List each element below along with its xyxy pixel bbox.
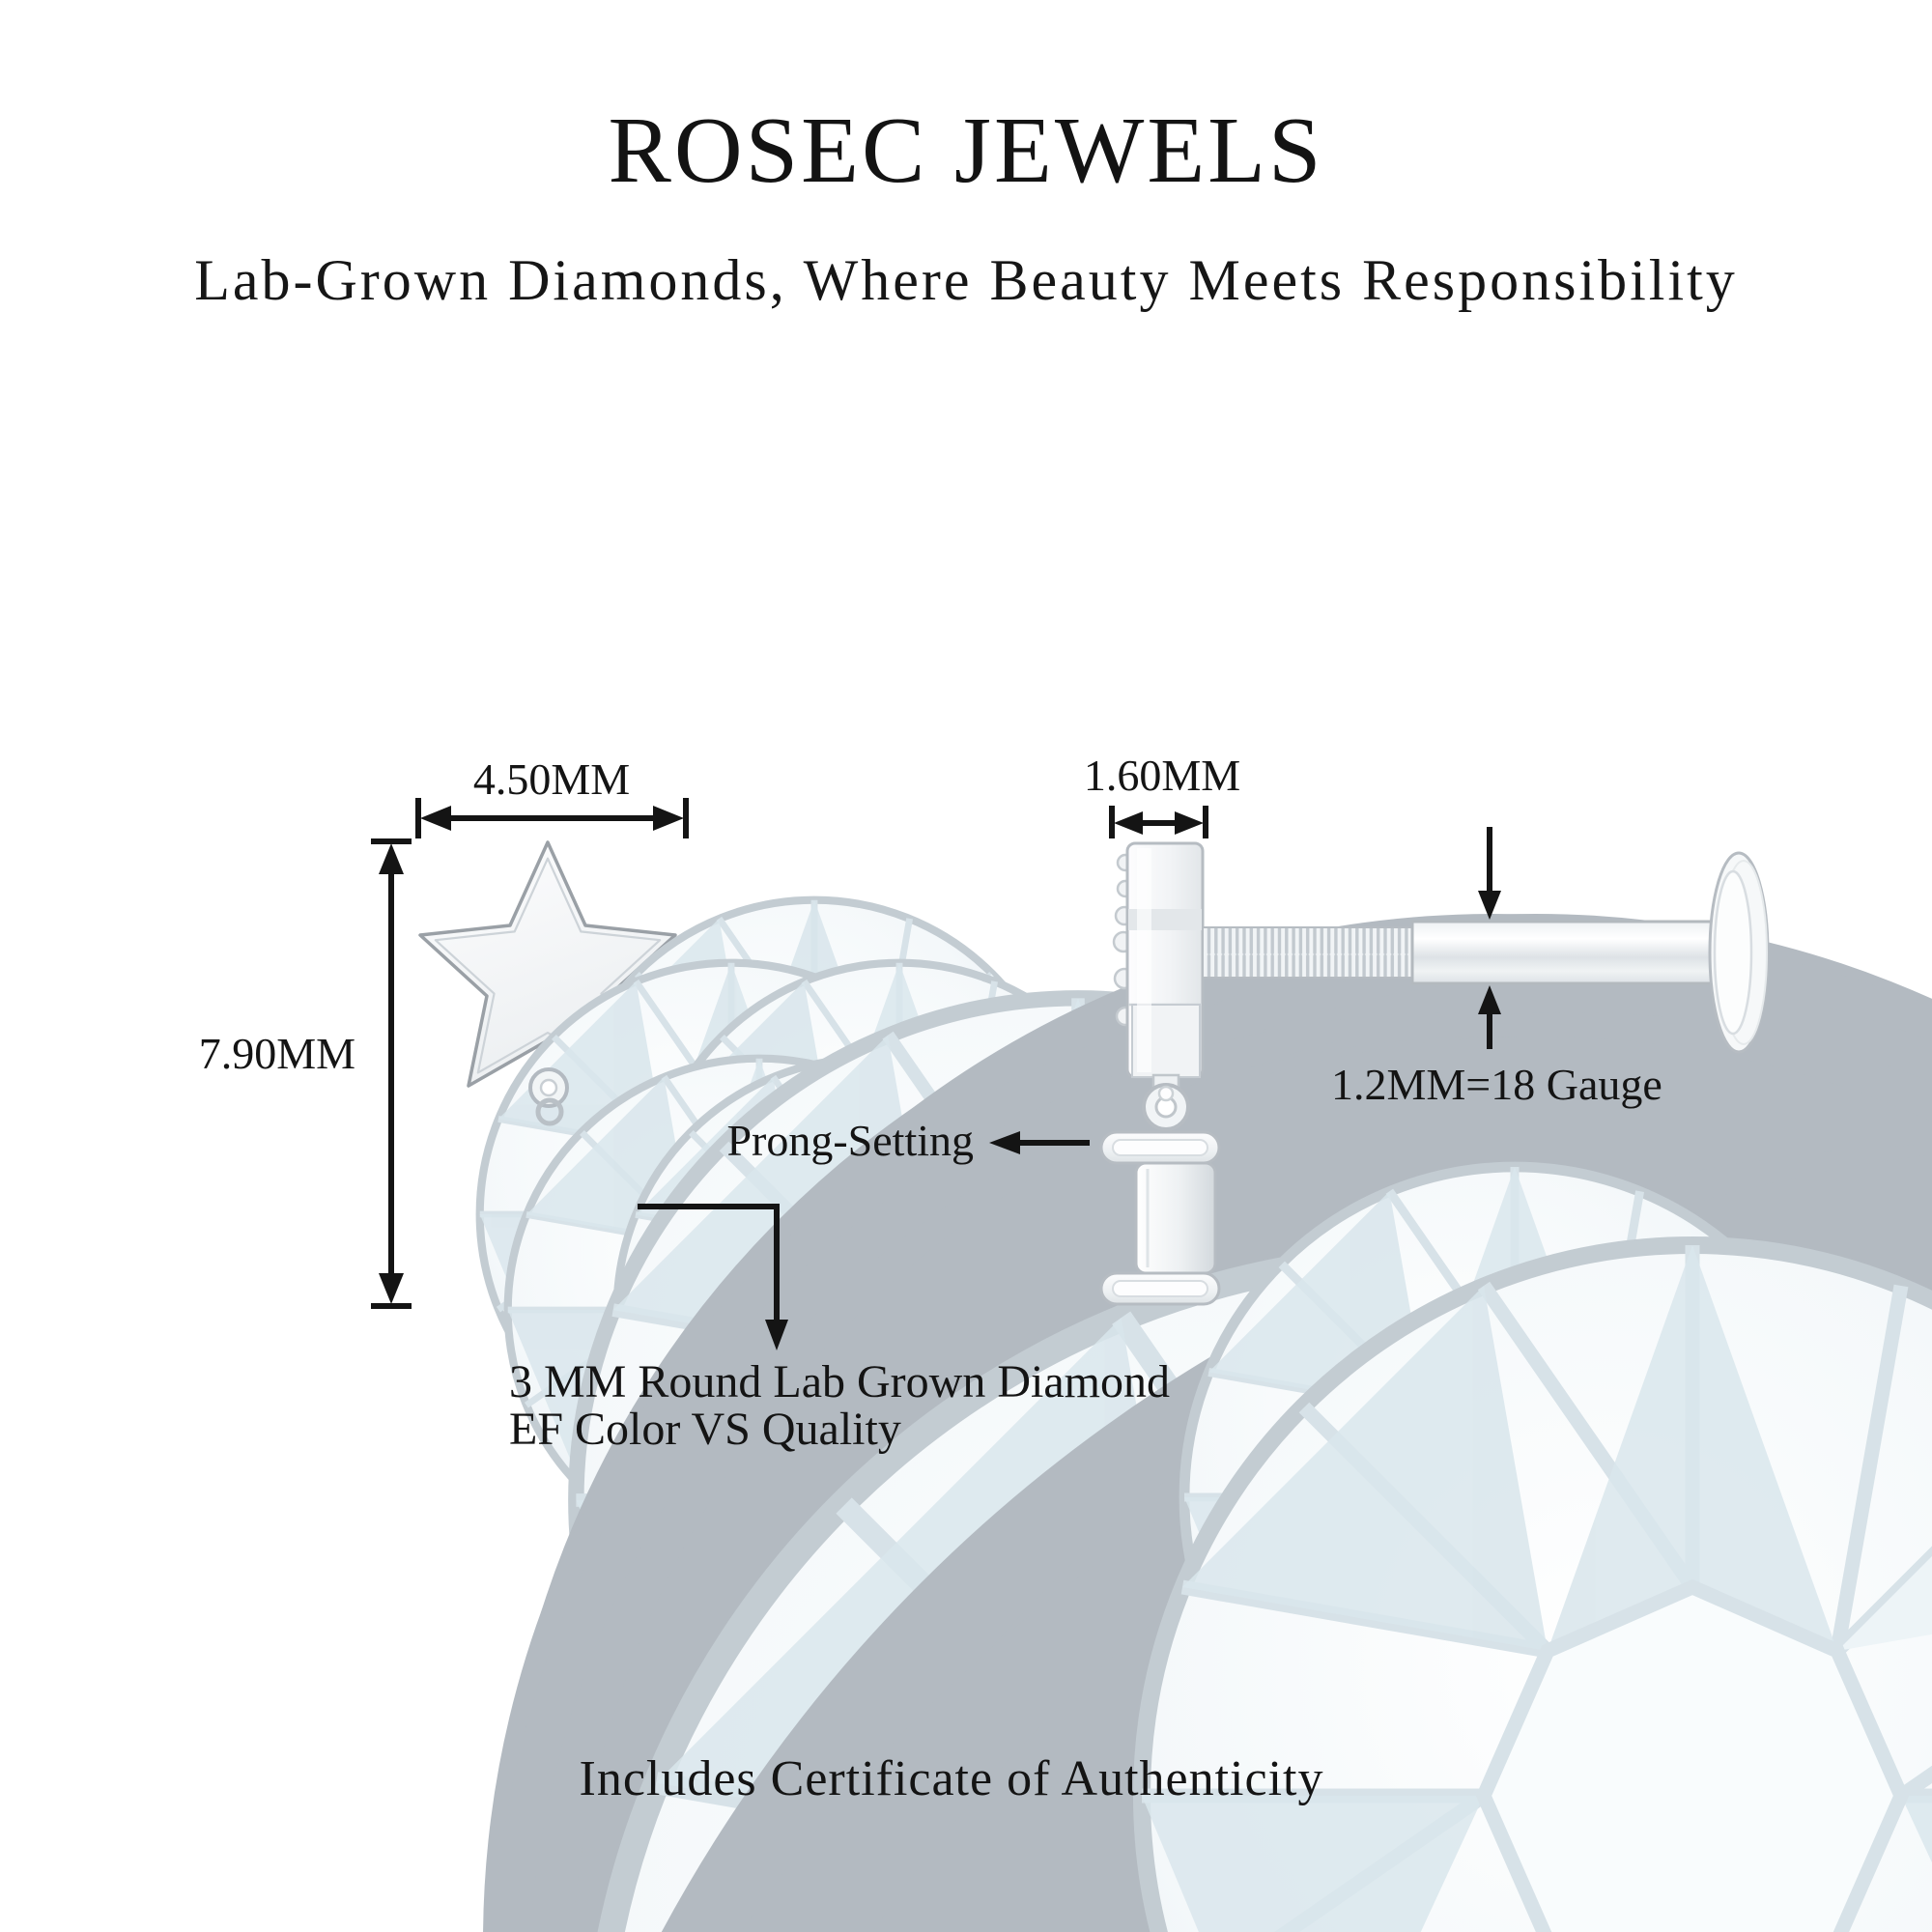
label-total-height: 7.90MM [198,1029,355,1078]
label-prong-setting: Prong-Setting [726,1116,974,1165]
label-star-width: 4.50MM [472,754,631,804]
stone-note-line1: 3 MM Round Lab Grown Diamond [509,1356,1170,1407]
dimension-side-thickness [1112,806,1206,838]
brand-tagline: Lab-Grown Diamonds, Where Beauty Meets Responsibility [194,248,1738,312]
side-bail-loop [1144,1085,1188,1129]
label-stone-note [509,1358,1170,1453]
brand-title: ROSEC JEWELS [608,99,1324,203]
dimension-total-height [371,841,412,1306]
certificate-note: Includes Certificate of Authenticity [579,1751,1324,1806]
flat-back-disc [1710,853,1768,1052]
label-side-thickness: 1.60MM [1083,751,1241,800]
label-post-gauge: 1.2MM=18 Gauge [1331,1060,1662,1109]
labret-post [1412,922,1741,983]
screw-threads [1203,927,1413,978]
stone-note-line2: EF Color VS Quality [509,1404,901,1455]
side-bar [1127,843,1203,1090]
